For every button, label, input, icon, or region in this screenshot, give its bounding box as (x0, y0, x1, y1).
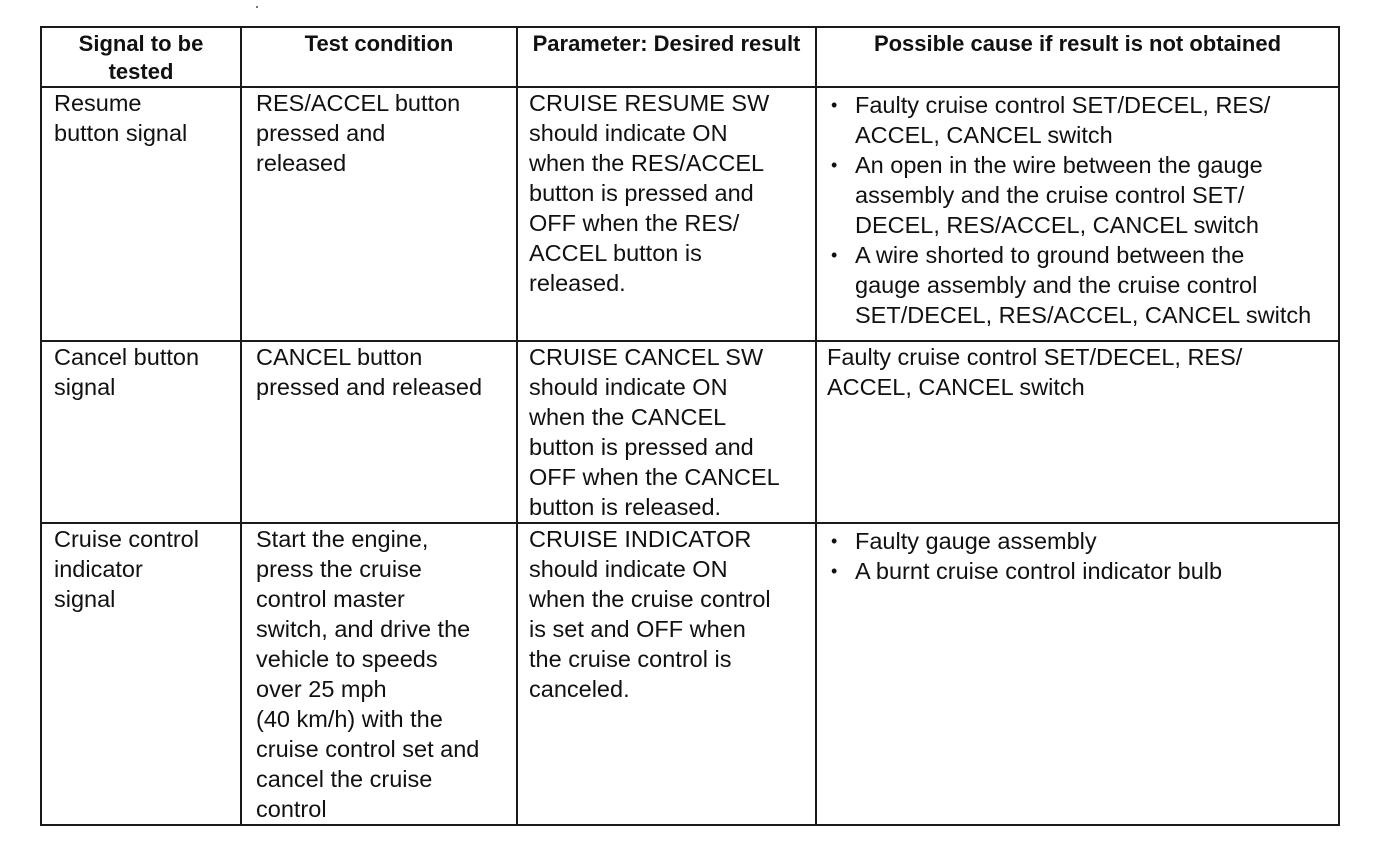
cell-possible-cause (816, 523, 1339, 825)
cause-item: • Faulty gauge assembly (829, 526, 1338, 556)
table-row (41, 87, 1339, 341)
cell-parameter (517, 87, 816, 341)
test-condition-text: CANCEL button pressed and released (256, 344, 483, 400)
troubleshooting-table (40, 26, 1340, 826)
test-condition-text: Start the engine, press the cruise control master switch, and drive the vehicle to speeds over 25 mph (40 km/h) with the cruise control set and cancel the cruise control (256, 526, 480, 822)
cause-list (817, 524, 1338, 586)
signal-text: Resume button signal (54, 90, 188, 146)
test-condition-text: RES/ACCEL button pressed and released (256, 90, 461, 176)
cell-test-condition (241, 523, 517, 825)
table-header-row (41, 27, 1339, 87)
cell-possible-cause (816, 341, 1339, 523)
cell-possible-cause (816, 87, 1339, 341)
signal-text: Cruise control indicator signal (54, 526, 199, 612)
cell-signal (41, 341, 241, 523)
parameter-text: CRUISE CANCEL SW should indicate ON when the CANCEL button is pressed and OFF when the CANCEL button is released. (529, 344, 780, 520)
parameter-text: CRUISE INDICATOR should indicate ON when the cruise control is set and OFF when the cruise control is canceled. (529, 526, 771, 702)
scan-speck (256, 6, 258, 8)
cell-test-condition (241, 87, 517, 341)
cell-parameter (517, 341, 816, 523)
cause-item: • A wire shorted to ground between the gauge assembly and the cruise control SET/DECEL, RES/ACCEL, CANCEL switch (829, 240, 1338, 330)
header-signal: Signal to be tested (41, 27, 241, 87)
cause-item: • A burnt cruise control indicator bulb (829, 556, 1338, 586)
header-possible-cause: Possible cause if result is not obtained (816, 27, 1339, 87)
cause-item: • Faulty cruise control SET/DECEL, RES/ ACCEL, CANCEL switch (829, 90, 1338, 150)
signal-text: Cancel button signal (54, 344, 200, 400)
header-parameter: Parameter: Desired result (517, 27, 816, 87)
table-row (41, 341, 1339, 523)
parameter-text: CRUISE RESUME SW should indicate ON when the RES/ACCEL button is pressed and OFF when the RES/ ACCEL button is released. (529, 90, 770, 296)
cell-test-condition (241, 341, 517, 523)
cause-text: Faulty cruise control SET/DECEL, RES/ ACCEL, CANCEL switch (827, 344, 1243, 400)
header-test-condition: Test condition (241, 27, 517, 87)
cause-item: • An open in the wire between the gauge assembly and the cruise control SET/ DECEL, RES/ACCEL, CANCEL switch (829, 150, 1338, 240)
cell-signal (41, 87, 241, 341)
table-row (41, 523, 1339, 825)
cause-list (817, 88, 1338, 330)
cell-signal (41, 523, 241, 825)
cell-parameter (517, 523, 816, 825)
